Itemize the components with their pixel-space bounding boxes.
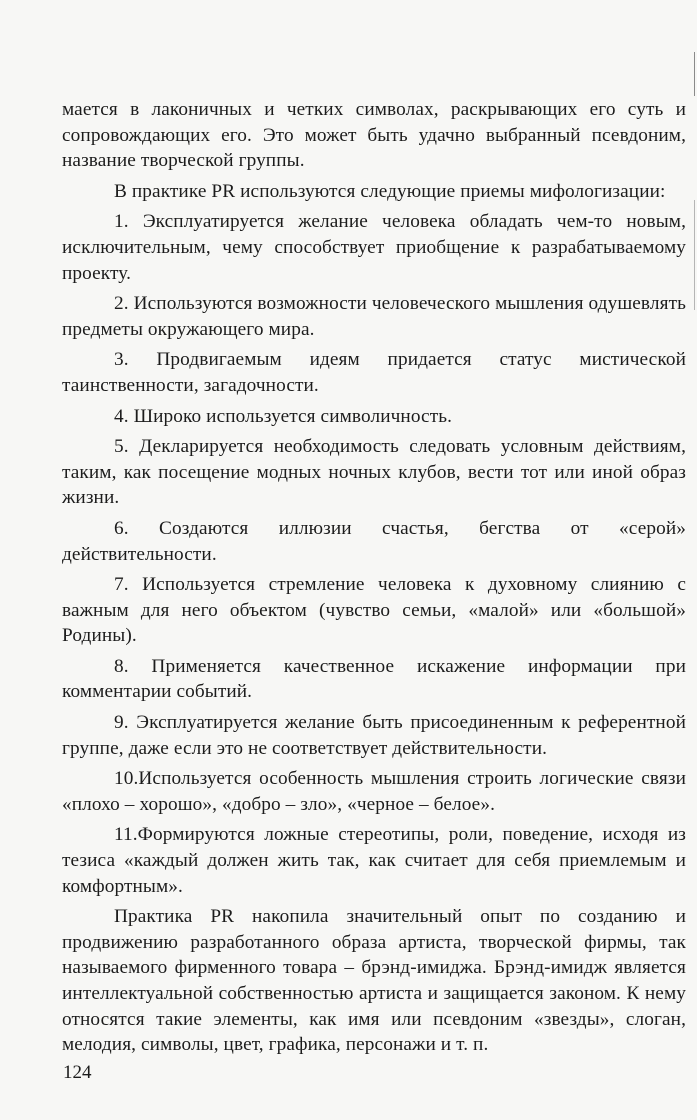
list-item-4: 4. Широко используется символичность. xyxy=(114,405,453,427)
list-item-7: 7. Используется стремление человека к духовному слиянию с важным для него объектом (чувство семьи, «малой» или «большой» Родины). xyxy=(62,574,686,647)
list-item-6: 6. Создаются иллюзии счастья, бегства от «серой» действительности. xyxy=(62,517,686,565)
list-item-10: 10.Используется особенность мышления строить логические связи «плохо – хорошо», «добро – зло», «черное – белое». xyxy=(62,768,686,815)
scan-edge-mark xyxy=(694,200,695,310)
paragraph-brand-image: Практика PR накопила значительный опыт по созданию и продвижению разработанного образа артиста, творческой фирмы, так называемого фирменного товара – брэнд-имиджа. Брэнд-имидж является интеллектуальной собственностью артиста и защищается законом. К нему относятся такие элементы, как имя или псевдоним «звезды», слоган, мелодия, символы, цвет, графика, персонажи и т. п. xyxy=(62,906,686,1056)
list-item-11: 11.Формируются ложные стереотипы, роли, поведение, исходя из тезиса «каждый должен жить так, как считает для себя приемлемым и комфортным». xyxy=(62,824,686,897)
list-item-3: 3. Продвигаемым идеям придается статус мистической таинственности, загадочности. xyxy=(62,349,686,396)
list-item-1: 1. Эксплуатируется желание человека обладать чем-то новым, исключительным, чему способствует приобщение к разрабатываемому проекту. xyxy=(62,211,686,284)
scan-edge-mark xyxy=(694,52,695,96)
list-item-5: 5. Декларируется необходимость следовать условным действиям, таким, как посещение модных ночных клубов, вести тот или иной образ жизни. xyxy=(62,436,686,509)
page-number: 124 xyxy=(63,1062,92,1083)
paragraph-intro-list: В практике PR используются следующие приемы мифологизации: xyxy=(114,180,666,202)
list-item-9: 9. Эксплуатируется желание быть присоединенным к референтной группе, даже если это не соответствует действительности. xyxy=(62,712,686,759)
paragraph-continuation: мается в лаконичных и четких символах, раскрывающих его суть и сопровождающих его. Это может быть удачно выбранный псевдоним, название творческой группы. xyxy=(62,99,686,172)
list-item-2: 2. Используются возможности человеческого мышления одушевлять предметы окружающего мира. xyxy=(62,293,686,340)
list-item-8: 8. Применяется качественное искажение информации при комментарии событий. xyxy=(62,655,686,703)
text-body xyxy=(62,97,686,1063)
